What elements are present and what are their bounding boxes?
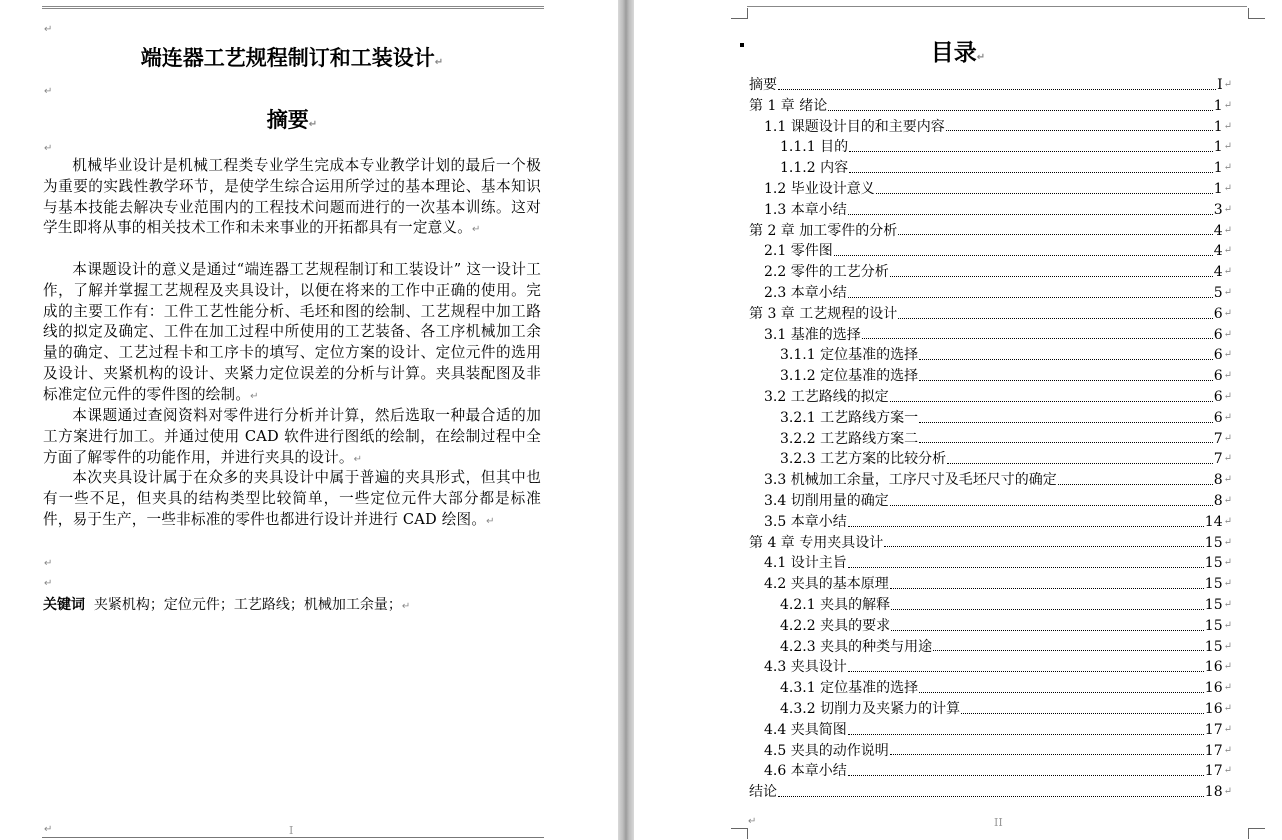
- toc-entry[interactable]: [749, 761, 1232, 782]
- return-mark: ↵: [1223, 432, 1232, 444]
- toc-leader: [890, 741, 1204, 756]
- toc-leader: [834, 241, 1213, 256]
- toc-entry-title: 4.2.2 夹具的要求: [780, 617, 891, 634]
- toc-entry-page: 6: [1213, 409, 1223, 426]
- return-mark: ↵: [1223, 765, 1232, 777]
- toc-leader: [848, 512, 1204, 527]
- toc-leader: [848, 200, 1213, 215]
- toc-entry-title: 第 4 章 专用夹具设计: [749, 534, 884, 551]
- toc-entry-title: 摘要: [749, 77, 777, 93]
- toc-entry-title: 3.4 切削用量的确定: [764, 492, 889, 509]
- toc-entry-title: 1.1.1 目的: [780, 139, 849, 156]
- toc-leader: [890, 387, 1213, 402]
- document-title: [42, 42, 542, 72]
- return-mark: ↵: [1223, 390, 1232, 402]
- toc-entry-title: 3.2 工艺路线的拟定: [764, 388, 889, 405]
- toc-entry-page: 1: [1213, 118, 1223, 135]
- return-mark: ↵: [1223, 744, 1232, 756]
- toc-leader: [848, 761, 1204, 776]
- paragraph-text: 本课题设计的意义是通过“端连器工艺规程制订和工装设计” 这一设计工作，了解并掌握工艺规程及夹具设计，以便在将来的工作中正确的使用。完成的主要工作有：工件工艺性能分析、毛坯和图的绘制、工艺规程中加工路线的拟定及确定、工件在加工过程中所使用的工艺装备、各工序机械加工余量的确定、工艺过程卡和工序卡的填写、定位方案的设计、定位元件的选用及设计、夹紧机构的设计、夹紧力定位误差的分析与计算。夹具装配图及非标准定位元件的零件图的绘制。: [43, 261, 541, 403]
- toc-leader: [961, 699, 1204, 714]
- toc-leader: [919, 429, 1213, 444]
- toc-entry-title: 第 3 章 工艺规程的设计: [749, 305, 898, 322]
- toc-page: [634, 0, 1282, 840]
- return-mark: ↵: [1223, 474, 1232, 486]
- footer-rule: [42, 837, 544, 838]
- return-mark: ↵: [1223, 702, 1232, 714]
- table-of-contents: [749, 75, 1232, 803]
- toc-entry[interactable]: [749, 117, 1232, 138]
- return-mark: ↵: [1223, 307, 1232, 319]
- toc-entry-title: 4.2.1 夹具的解释: [780, 596, 891, 613]
- keywords-label: 关键词: [43, 597, 85, 613]
- toc-entry-title: 3.1.2 定位基准的选择: [780, 368, 919, 385]
- toc-entry-page: 15: [1204, 576, 1223, 593]
- toc-entry-page: 6: [1213, 347, 1223, 364]
- crop-mark: [731, 8, 748, 19]
- return-mark: ↵: [1223, 453, 1232, 465]
- return-mark: ↵: [44, 24, 53, 35]
- toc-entry-page: 5: [1213, 284, 1223, 301]
- toc-entry[interactable]: [749, 741, 1232, 762]
- return-mark: ↵: [353, 453, 363, 465]
- toc-entry-page: 17: [1204, 742, 1223, 759]
- keywords-line: [43, 594, 410, 614]
- toc-leader: [919, 366, 1213, 381]
- toc-entry[interactable]: [749, 366, 1232, 387]
- return-mark: ↵: [1223, 370, 1232, 382]
- toc-entry-page: 15: [1204, 638, 1223, 655]
- toc-entry-title: 3.3 机械加工余量，工序尺寸及毛坯尺寸的确定: [764, 472, 1057, 489]
- toc-entry[interactable]: [749, 241, 1232, 262]
- toc-entry[interactable]: [749, 345, 1232, 366]
- toc-entry[interactable]: [749, 221, 1232, 242]
- toc-leader: [891, 616, 1204, 631]
- toc-entry[interactable]: [749, 491, 1232, 512]
- return-mark: ↵: [1223, 723, 1232, 735]
- paragraph-text: 本次夹具设计属于在众多的夹具设计中属于普遍的夹具形式，但其中也有一些不足，但夹具的结构类型比较简单，一些定位元件大部分都是标准件，易于生产，一些非标准的零件也都进行设计并进行 CAD 绘图。: [43, 469, 541, 528]
- toc-leader: [919, 678, 1204, 693]
- toc-entry-page: I: [1217, 77, 1223, 93]
- toc-leader: [849, 137, 1213, 152]
- return-mark: ↵: [1223, 99, 1232, 111]
- return-mark: ↵: [1223, 619, 1232, 631]
- toc-leader: [1058, 470, 1213, 485]
- return-mark: ↵: [1223, 349, 1232, 361]
- toc-entry-title: 4.3.1 定位基准的选择: [780, 680, 919, 697]
- toc-entry[interactable]: [749, 470, 1232, 491]
- toc-entry-page: 1: [1213, 160, 1223, 177]
- crop-mark: [1248, 8, 1265, 19]
- return-mark: ↵: [1223, 786, 1232, 798]
- toc-entry[interactable]: [749, 96, 1232, 117]
- return-mark: ↵: [1223, 182, 1232, 194]
- toc-entry-title: 3.1 基准的选择: [764, 326, 861, 343]
- return-mark: ↵: [1223, 411, 1232, 423]
- toc-entry-title: 1.1.2 内容: [780, 160, 849, 177]
- keywords-text: 夹紧机构；定位元件；工艺路线；机械加工余量；: [93, 597, 402, 613]
- toc-entry-page: 8: [1213, 472, 1223, 489]
- toc-entry-title: 1.2 毕业设计意义: [764, 180, 875, 197]
- return-mark: ↵: [1223, 494, 1232, 506]
- toc-entry-page: 7: [1213, 451, 1223, 468]
- toc-entry[interactable]: [749, 637, 1232, 658]
- toc-leader: [898, 304, 1212, 319]
- toc-entry[interactable]: [749, 137, 1232, 158]
- toc-leader: [778, 75, 1216, 90]
- toc-entry-page: 15: [1204, 617, 1223, 634]
- toc-entry-page: 17: [1204, 721, 1223, 738]
- return-mark: ↵: [1223, 640, 1232, 652]
- toc-title: [634, 34, 1282, 67]
- toc-leader: [919, 408, 1213, 423]
- toc-entry-page: 14: [1204, 513, 1223, 530]
- toc-entry-page: 1: [1213, 180, 1223, 197]
- toc-title-text: 目录: [930, 40, 977, 66]
- toc-entry-title: 3.2.3 工艺方案的比较分析: [780, 451, 947, 468]
- toc-entry-page: 6: [1213, 305, 1223, 322]
- toc-entry-title: 4.3 夹具设计: [764, 659, 847, 676]
- toc-entry[interactable]: [749, 782, 1232, 803]
- toc-entry[interactable]: [749, 699, 1232, 720]
- return-mark: ↵: [748, 816, 757, 827]
- toc-entry-page: 4: [1213, 222, 1223, 239]
- toc-entry-page: 4: [1213, 243, 1223, 260]
- toc-entry-page: 1: [1213, 97, 1223, 114]
- toc-entry[interactable]: [749, 533, 1232, 554]
- toc-entry-page: 7: [1213, 430, 1223, 447]
- toc-leader: [947, 449, 1213, 464]
- toc-entry-page: 15: [1204, 534, 1223, 551]
- toc-leader: [828, 96, 1212, 111]
- toc-leader: [848, 657, 1204, 672]
- page-number: I: [289, 824, 294, 837]
- abstract-paragraph-3: [43, 406, 541, 470]
- toc-entry-page: 1: [1213, 139, 1223, 156]
- toc-entry[interactable]: [749, 512, 1232, 533]
- toc-entry-page: 17: [1204, 763, 1223, 780]
- toc-leader: [849, 158, 1213, 173]
- return-mark: ↵: [1223, 224, 1232, 236]
- toc-leader: [862, 325, 1213, 340]
- toc-entry-title: 4.2 夹具的基本原理: [764, 576, 889, 593]
- return-mark: ↵: [1223, 578, 1232, 590]
- return-mark: ↵: [250, 390, 259, 402]
- toc-leader: [778, 782, 1204, 797]
- toc-entry[interactable]: [749, 262, 1232, 283]
- toc-leader: [890, 262, 1213, 277]
- toc-entry-title: 3.2.2 工艺路线方案二: [780, 430, 919, 447]
- toc-leader: [891, 595, 1204, 610]
- toc-leader: [933, 637, 1204, 652]
- return-mark: ↵: [486, 515, 495, 527]
- toc-entry-page: 16: [1204, 680, 1223, 697]
- toc-leader: [898, 221, 1212, 236]
- abstract-paragraph-2: [43, 260, 541, 408]
- toc-entry[interactable]: [749, 574, 1232, 595]
- toc-entry-title: 3.5 本章小结: [764, 513, 847, 530]
- return-mark: ↵: [1223, 661, 1232, 673]
- toc-entry-title: 4.5 夹具的动作说明: [764, 742, 889, 759]
- toc-entry-title: 4.3.2 切削力及夹紧力的计算: [780, 700, 961, 717]
- toc-entry-title: 1.3 本章小结: [764, 201, 847, 218]
- toc-entry-title: 结论: [749, 784, 777, 801]
- paragraph-text: 机械毕业设计是机械工程类专业学生完成本专业教学计划的最后一个极为重要的实践性教学环节，是使学生综合运用所学过的基本理论、基本知识与基本技能去解决专业范围内的工程技术问题而进行的一次基本训练。这对学生即将从事的相关技术工作和未来事业的开拓都具有一定意义。: [43, 157, 541, 237]
- toc-leader: [890, 574, 1204, 589]
- return-mark: ↵: [1223, 79, 1232, 90]
- toc-entry-title: 4.4 夹具简图: [764, 721, 847, 738]
- return-mark: ↵: [434, 57, 444, 68]
- toc-leader: [884, 533, 1204, 548]
- toc-leader: [946, 117, 1213, 132]
- page-number: II: [994, 816, 1003, 829]
- toc-entry-page: 6: [1213, 326, 1223, 343]
- return-mark: ↵: [1223, 245, 1232, 257]
- toc-entry-page: 16: [1204, 659, 1223, 676]
- toc-entry-page: 15: [1204, 596, 1223, 613]
- abstract-page: [0, 0, 618, 840]
- abstract-paragraph-4: [43, 468, 541, 532]
- toc-entry[interactable]: [749, 657, 1232, 678]
- return-mark: ↵: [1223, 141, 1232, 153]
- abstract-heading: [42, 104, 542, 134]
- toc-entry-title: 4.1 设计主旨: [764, 555, 847, 572]
- return-mark: ↵: [1223, 557, 1232, 569]
- return-mark: ↵: [44, 143, 53, 154]
- abstract-paragraph-1: [43, 156, 541, 241]
- toc-entry[interactable]: [749, 304, 1232, 325]
- toc-leader: [848, 720, 1204, 735]
- crop-mark: [731, 828, 748, 839]
- toc-entry-title: 第 1 章 绪论: [749, 97, 828, 114]
- toc-entry[interactable]: [749, 720, 1232, 741]
- return-mark: ↵: [1223, 162, 1232, 174]
- toc-entry[interactable]: [749, 595, 1232, 616]
- toc-entry[interactable]: [749, 429, 1232, 450]
- toc-entry-title: 4.6 本章小结: [764, 763, 847, 780]
- abstract-heading-text: 摘要: [266, 108, 309, 132]
- page-gap: [618, 0, 634, 840]
- return-mark: ↵: [1223, 266, 1232, 278]
- toc-leader: [876, 179, 1213, 194]
- return-mark: ↵: [1223, 286, 1232, 298]
- toc-entry-page: 8: [1213, 492, 1223, 509]
- toc-entry-title: 2.2 零件的工艺分析: [764, 264, 889, 281]
- return-mark: ↵: [1223, 682, 1232, 694]
- paragraph-text: 本课题通过查阅资料对零件进行分析并计算，然后选取一种最合适的加工方案进行加工。并通过使用 CAD 软件进行图纸的绘制，在绘制过程中全方面了解零件的功能作用，并进行夹具的设计。: [43, 407, 541, 466]
- toc-entry[interactable]: [749, 158, 1232, 179]
- return-mark: ↵: [1223, 203, 1232, 215]
- toc-entry-title: 2.1 零件图: [764, 243, 833, 260]
- toc-entry-page: 6: [1213, 368, 1223, 385]
- return-mark: ↵: [1223, 536, 1232, 548]
- toc-entry-title: 3.2.1 工艺路线方案一: [780, 409, 919, 426]
- toc-entry[interactable]: [749, 616, 1232, 637]
- toc-entry[interactable]: [749, 325, 1232, 346]
- toc-leader: [890, 491, 1213, 506]
- toc-leader: [919, 345, 1213, 360]
- toc-entry-title: 第 2 章 加工零件的分析: [749, 222, 898, 239]
- return-mark: ↵: [44, 86, 53, 97]
- toc-entry[interactable]: [749, 553, 1232, 574]
- return-mark: ↵: [976, 52, 986, 63]
- return-mark: ↵: [44, 558, 53, 569]
- toc-entry-title: 1.1 课题设计目的和主要内容: [764, 118, 945, 135]
- toc-entry[interactable]: [749, 408, 1232, 429]
- return-mark: ↵: [308, 119, 318, 130]
- toc-entry-page: 16: [1204, 700, 1223, 717]
- crop-mark: [1248, 828, 1265, 839]
- return-mark: ↵: [1223, 598, 1232, 610]
- toc-entry-page: 3: [1213, 201, 1223, 218]
- return-mark: ↵: [44, 578, 53, 589]
- toc-entry-title: 4.2.3 夹具的种类与用途: [780, 638, 933, 655]
- return-mark: ↵: [1223, 120, 1232, 132]
- header-rule: [42, 6, 544, 9]
- return-mark: ↵: [401, 601, 411, 612]
- toc-entry-page: 15: [1204, 555, 1223, 572]
- toc-entry-page: 18: [1204, 784, 1223, 801]
- toc-entry[interactable]: [749, 449, 1232, 470]
- toc-entry-title: 2.3 本章小结: [764, 284, 847, 301]
- header-rule: [747, 6, 1247, 7]
- toc-entry[interactable]: [749, 387, 1232, 408]
- toc-entry[interactable]: [749, 75, 1232, 96]
- toc-entry[interactable]: [749, 283, 1232, 304]
- toc-entry[interactable]: [749, 179, 1232, 200]
- document-title-text: 端连器工艺规程制订和工装设计: [140, 46, 435, 70]
- return-mark: ↵: [472, 224, 481, 236]
- return-mark: ↵: [1223, 328, 1232, 340]
- toc-entry-page: 6: [1213, 388, 1223, 405]
- return-mark: ↵: [44, 824, 53, 835]
- return-mark: ↵: [1223, 515, 1232, 527]
- toc-entry[interactable]: [749, 678, 1232, 699]
- toc-leader: [848, 283, 1213, 298]
- toc-entry-title: 3.1.1 定位基准的选择: [780, 347, 919, 364]
- toc-leader: [848, 553, 1204, 568]
- toc-entry[interactable]: [749, 200, 1232, 221]
- toc-entry-page: 4: [1213, 264, 1223, 281]
